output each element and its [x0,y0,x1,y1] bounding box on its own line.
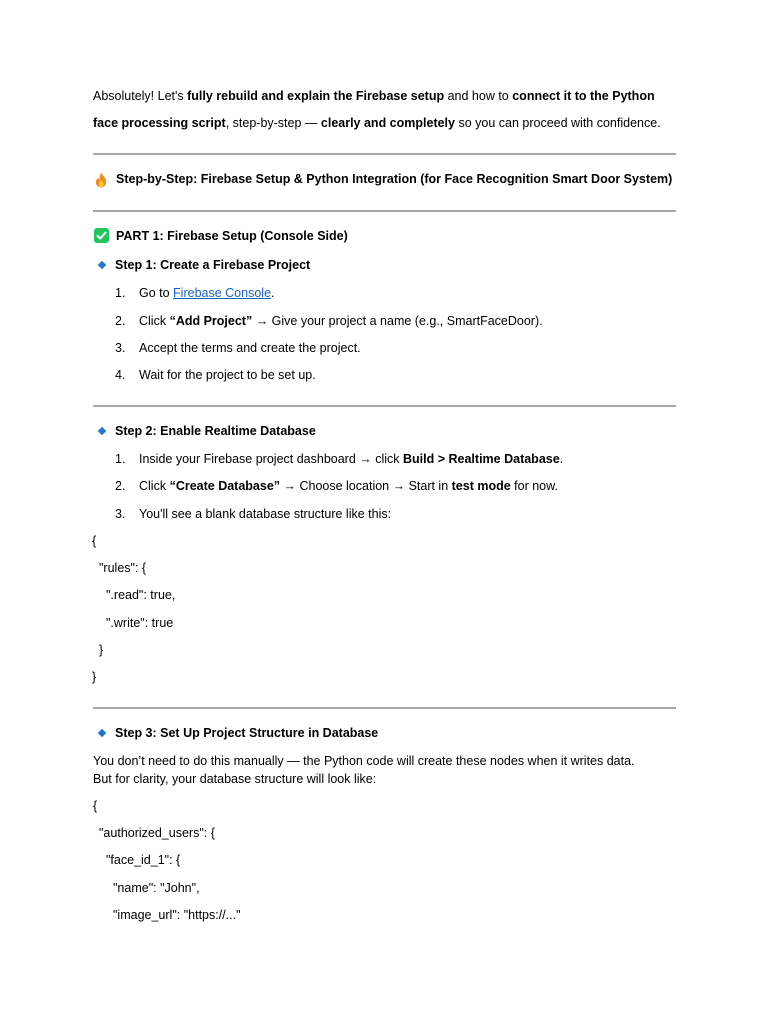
intro-text: , step-by-step — [225,116,321,130]
horizontal-rule [93,210,676,212]
section-heading [94,171,672,188]
list-item: Wait for the project to be set up. [139,368,316,382]
code-line: "image_url": "https://..." [113,908,241,922]
step-title: Step 1: Create a Firebase Project [115,258,311,272]
list-number: 4. [115,368,126,382]
list-item: Click “Create Database” → Choose location → Start in test mode for now. [139,479,558,493]
code-line: "face_id_1": { [106,853,181,867]
intro-bold: clearly and completely [320,116,455,130]
fire-icon [94,172,108,188]
list-number: 2. [115,479,126,493]
check-mark-icon [94,228,109,243]
intro-text: Absolutely! Let's [93,89,188,103]
intro-line-1 [93,88,655,104]
list-item: Accept the terms and create the project. [139,341,361,355]
horizontal-rule [93,707,676,709]
list-item: You'll see a blank database structure like this: [139,507,392,521]
code-line: { [92,534,97,548]
code-line: { [93,799,98,813]
diamond-bullet-icon [98,261,106,269]
code-line: "name": "John", [113,881,200,895]
list-number: 1. [115,452,126,466]
code-line: } [92,670,97,684]
list-item: Go to Firebase Console. [139,286,275,300]
section-heading-title: Step-by-Step: Firebase Setup & Python Integration (for Face Recognition Smart Door System) [116,172,673,186]
diamond-bullet-icon [98,427,106,435]
code-line: "authorized_users": { [99,826,215,840]
list-number: 2. [115,314,126,328]
intro-bold: connect it to the Python [512,89,655,103]
step-title: Step 3: Set Up Project Structure in Database [115,726,379,740]
paragraph-line: You don’t need to do this manually — the Python code will create these nodes when it writes data. [93,754,635,768]
paragraph-line: But for clarity, your database structure will look like: [93,772,377,786]
list-item: Inside your Firebase project dashboard → click Build > Realtime Database. [139,452,564,466]
code-line: ".read": true, [106,588,176,602]
step-title: Step 2: Enable Realtime Database [115,424,316,438]
list-number: 1. [115,286,126,300]
intro-line-2 [93,115,661,131]
part-heading-title: PART 1: Firebase Setup (Console Side) [116,229,348,243]
horizontal-rule [93,405,676,407]
diamond-bullet-icon [98,729,106,737]
code-line: ".write": true [106,616,174,630]
horizontal-rule [93,153,676,155]
intro-bold: fully rebuild and explain the Firebase setup [187,89,445,103]
intro-text: so you can proceed with confidence. [454,116,661,130]
firebase-console-link[interactable]: Firebase Console [173,286,272,300]
code-line: "rules": { [99,561,147,575]
part-heading [94,228,348,244]
intro-text: and how to [444,89,513,103]
list-number: 3. [115,341,126,355]
list-item: Click “Add Project” → Give your project a name (e.g., SmartFaceDoor). [139,314,543,328]
code-line: } [99,643,104,657]
list-number: 3. [115,507,126,521]
intro-bold: face processing script [93,116,226,130]
